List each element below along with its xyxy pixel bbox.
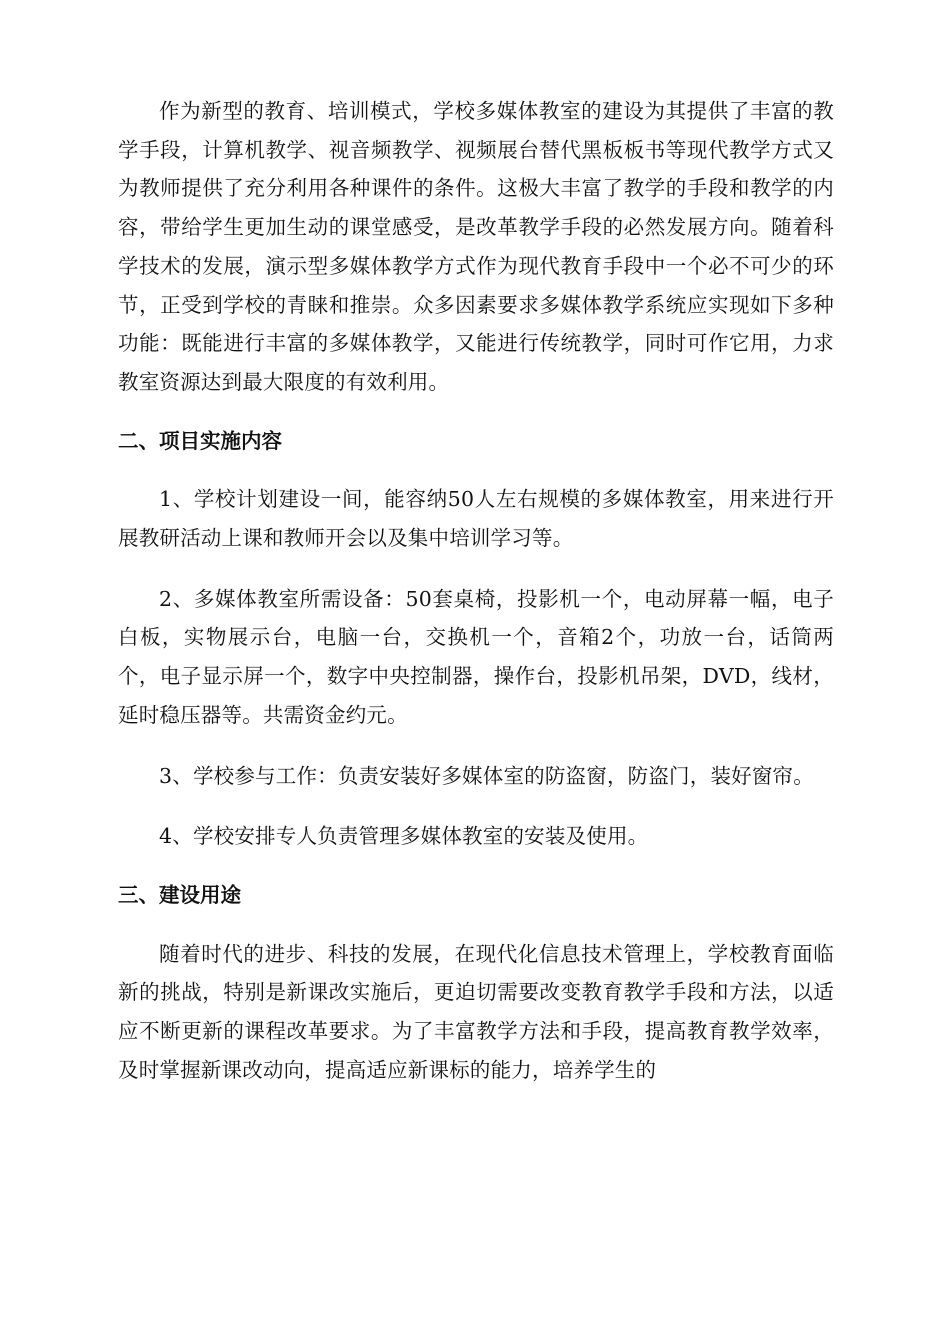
section-heading-implementation: 二、项目实施内容 xyxy=(118,428,282,453)
purpose-paragraph: 随着时代的进步、科技的发展，在现代化信息技术管理上，学校教育面临新的挑战，特别是新课改实施后，更迫切需要改变教育教学手段和方法，以适应不断更新的课程改革要求。为了丰富教学方法和手段，提高教育教学效率，及时掌握新课改动向，提高适应新课标的能力，培养学生的 xyxy=(118,941,834,1082)
intro-paragraph: 作为新型的教育、培训模式，学校多媒体教室的建设为其提供了丰富的教学手段，计算机教学、视音频教学、视频展台替代黑板板书等现代教学方式又为教师提供了充分利用各种课件的条件。这极大丰富了教学的手段和教学的内容，带给学生更加生动的课堂感受，是改革教学手段的必然发展方向。随着科学技术的发展，演示型多媒体教学方式作为现代教育手段中一个必不可少的环节，正受到学校的青睐和推崇。众多因素要求多媒体教学系统应实现如下多种功能：既能进行丰富的多媒体教学，又能进行传统教学，同时可作它用，力求教室资源达到最大限度的有效利用。 xyxy=(118,99,834,394)
implementation-item-4: 4、学校安排专人负责管理多媒体教室的安装及使用。 xyxy=(159,824,649,849)
document-page xyxy=(118,92,834,1089)
implementation-item-1: 1、学校计划建设一间，能容纳50人左右规模的多媒体教室，用来进行开展教研活动上课和教师开会以及集中培训学习等。 xyxy=(118,487,834,551)
section-heading-purpose: 三、建设用途 xyxy=(118,882,241,907)
implementation-item-3: 3、学校参与工作：负责安装好多媒体室的防盗窗，防盗门，装好窗帘。 xyxy=(159,763,814,788)
implementation-item-2: 2、多媒体教室所需设备：50套桌椅，投影机一个，电动屏幕一幅，电子白板，实物展示台，电脑一台，交换机一个，音箱2个，功放一台，话筒两个，电子显示屏一个，数字中央控制器，操作台，投影机吊架，DVD，线材，延时稳压器等。共需资金约元。 xyxy=(118,586,834,727)
